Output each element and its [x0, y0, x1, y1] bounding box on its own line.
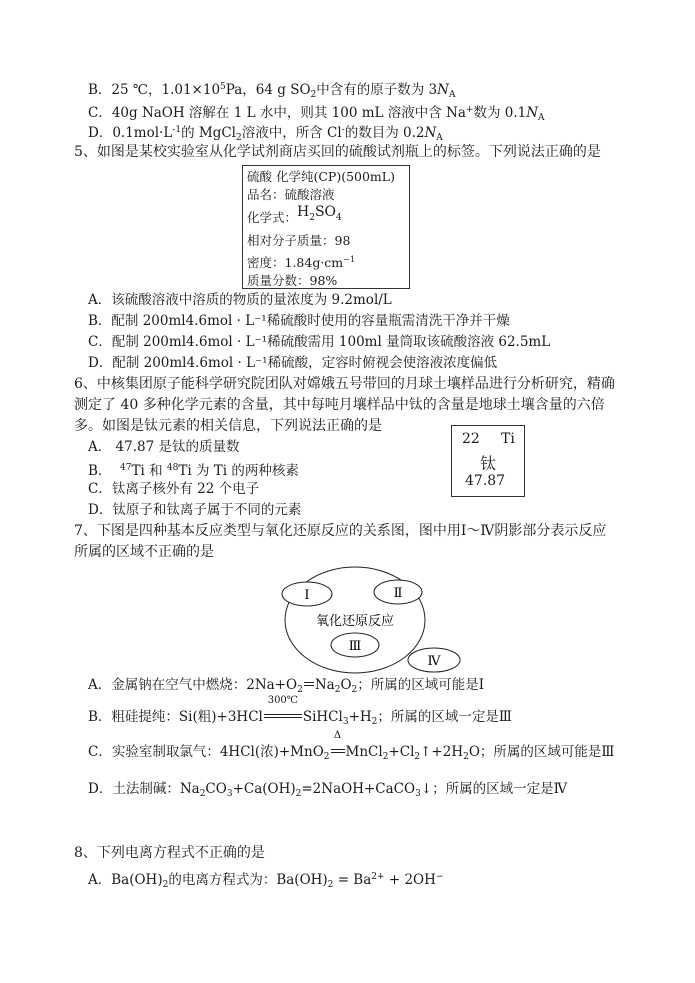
q7-option-a: A．金属钠在空气中燃烧：$2Na+O_2$ $Na_2O_2$；所属的区域可能是Ⅰ	[88, 677, 485, 695]
q7-stem-line2: 所属的区域不正确的是	[74, 544, 214, 560]
q5-stem: 5、如图是某校实验室从化学试剂商店买回的硫酸试剂瓶上的标签。下列说法正确的是	[74, 144, 601, 160]
redox-label: 氧化还原反应	[315, 614, 395, 629]
label-line-formula: 化学式：$H_2SO_4$	[247, 204, 342, 225]
q6-option-a: A． 47.87 是钛的质量数	[88, 439, 240, 455]
q5-option-b: B．配制 200ml4.6mol · L⁻¹稀硫酸时使用的容量瓶需清洗干净并干燥	[88, 313, 510, 329]
label-line-mass-fraction: 质量分数：98%	[247, 273, 338, 288]
equals-sign-a	[304, 682, 314, 686]
q8-stem: 8、下列电离方程式不正确的是	[74, 845, 265, 861]
region-1-label: Ⅰ	[304, 588, 310, 603]
q8-option-a: A．$Ba(OH)_2$的电离方程式为：$Ba(OH)_2 = Ba^{2+} + 2OH^-$	[88, 872, 444, 890]
q6-stem-line2: 测定了 40 多种化学元素的含量，其中每吨月壤样品中钛的含量是地球土壤含量的六倍	[74, 397, 605, 413]
region-3-label: Ⅲ	[348, 639, 362, 654]
q6-stem-line3: 多。如图是钛元素的相关信息，下列说法正确的是	[74, 418, 382, 434]
atomic-mass: 47.87	[465, 473, 506, 489]
q7-stem-line1: 7、下图是四种基本反应类型与氧化还原反应的关系图，图中用Ⅰ～Ⅳ阴影部分表示反应	[74, 523, 607, 539]
label-line-name: 品名：硫酸溶液	[247, 187, 335, 202]
q4-option-b: B．25 ℃，$1.01\times 10^5Pa$，64 g $SO_2$中含有的原子数为 $3N_A$	[88, 82, 456, 100]
element-name: 钛	[480, 454, 497, 473]
condition-300c: 300℃	[263, 708, 303, 726]
q6-option-c: C．钛离子核外有 22 个电子	[88, 481, 260, 497]
region-2-label: Ⅱ	[393, 586, 403, 601]
q4-option-c: C．40g NaOH 溶解在 1 L 水中，则其 100 mL 溶液中含 Na+数为 $0.1N_A$	[88, 105, 545, 123]
sulfuric-acid-label	[242, 165, 410, 289]
q7-option-b: B．粗硅提纯：Si(粗)+3HCl 300℃ $SiHCl_3+H_2$；所属的区域一定是Ⅲ	[88, 695, 512, 727]
q6-option-d: D．钛原子和钛离子属于不同的元素	[88, 502, 302, 518]
element-symbol: Ti	[501, 431, 515, 447]
titanium-element-card	[451, 425, 525, 497]
q7-option-c: C．实验室制取氯气：4HCl(浓)+MnO$_2$ Δ $MnCl_2+Cl_2↑+2H_2O$；所属的区域可能是Ⅲ	[88, 730, 615, 762]
reaction-type-diagram	[275, 565, 480, 675]
label-line-density: 密度：$1.84g\cdot cm^{-1}$	[247, 255, 355, 270]
q6-option-b: B． $^{47}$Ti 和 $^{48}$Ti 为 Ti 的两种核素	[88, 463, 299, 479]
q6-stem-line1: 6、中核集团原子能科学研究院团队对嫦娥五号带回的月球土壤样品进行分析研究，精确	[74, 376, 615, 392]
atomic-number: 22	[462, 431, 480, 447]
q5-option-a: A．该硫酸溶液中溶质的物质的量浓度为 9.2mol/L	[88, 292, 392, 308]
label-line-grade: 硫酸 化学纯(CP)(500mL)	[247, 169, 395, 184]
q5-option-c: C．配制 200ml4.6mol · L⁻¹稀硫酸需用 100ml 量筒取该硫酸溶液 62.5mL	[88, 334, 551, 350]
q4-option-d: D．$0.1mol\cdot L^{-1}$的 MgCl$_2$溶液中，所含 Cl-的数目为 $0.2N_A$	[88, 125, 443, 143]
q5-option-d: D．配制 200ml4.6mol · L⁻¹稀硫酸，定容时俯视会使溶液浓度偏低	[88, 355, 498, 371]
q7-option-d: D．土法制碱：$Na_2CO_3+Ca(OH)_2=2NaOH+CaCO_3↓$；所属的区域一定是Ⅳ	[88, 781, 568, 799]
region-4-label: Ⅳ	[427, 654, 441, 669]
condition-heat: Δ	[330, 743, 346, 761]
label-line-molar-mass: 相对分子质量：98	[247, 233, 351, 248]
